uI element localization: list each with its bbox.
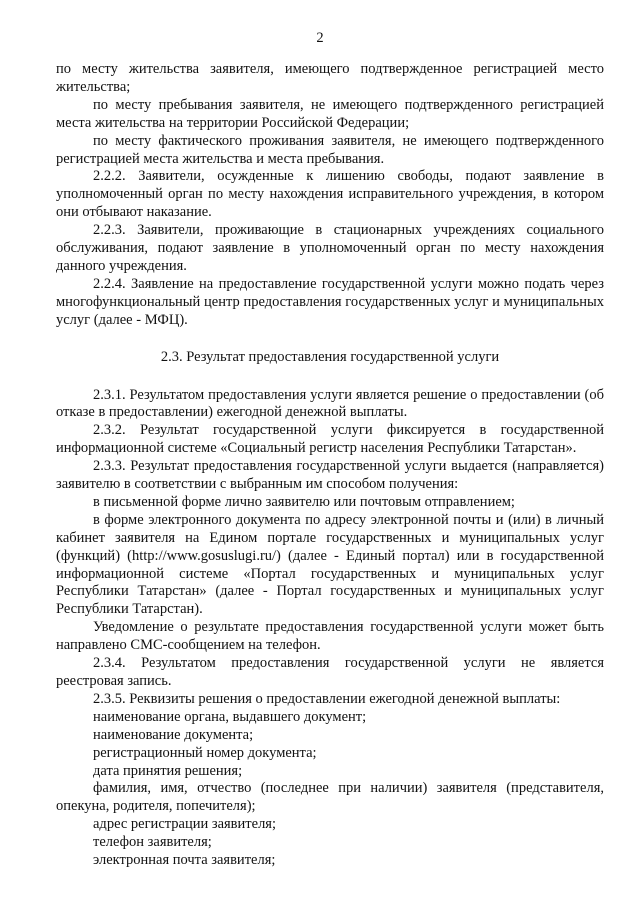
paragraph: в письменной форме лично заявителю или почтовым отправлением; (93, 493, 515, 510)
paragraph: 2.3.4. Результатом предоставления государственной услуги не является реестровая запись. (56, 655, 604, 689)
spacer (56, 367, 604, 387)
paragraph: Уведомление о результате предоставления государственной услуги может быть направлено СМС-сообщением на телефон. (56, 619, 604, 654)
page-number: 2 (316, 30, 324, 46)
paragraph: в форме электронного документа по адресу электронной почты и (или) в личный кабинет заявителя на Едином портале государственных и муниципальных услуг (функций) (http://www.gosuslugi.ru/) (далее - Единый портал) или в государственной информационной системе «Портал государственных и муниципальных услуг Республики Татарстан» (далее - Портал государственных и муниципальных услуг Республики Татарстан). (56, 511, 604, 618)
list-item: телефон заявителя; (93, 834, 212, 851)
section-heading: 2.3. Результат предоставления государственной услуги (160, 348, 500, 365)
paragraph: по месту фактического проживания заявителя, не имеющего подтвержденного регистрацией места жительства и места пребывания. (56, 132, 604, 167)
paragraph: по месту пребывания заявителя, не имеющего подтвержденного регистрацией места жительства на территории Российской Федерации; (56, 96, 604, 131)
list-item: адрес регистрации заявителя; (93, 816, 276, 833)
paragraph: 2.3.5. Реквизиты решения о предоставлении ежегодной денежной выплаты: (93, 690, 561, 707)
paragraph: 2.3.1. Результатом предоставления услуги является решение о предоставлении (об отказе в предоставлении) ежегодной денежной выплаты. (56, 386, 604, 421)
list-item: наименование документа; (93, 726, 254, 743)
paragraph: 2.2.4. Заявление на предоставление государственной услуги можно подать через многофункциональный центр предоставления государственных услуг и муниципальных услуг (далее - МФЦ). (56, 275, 604, 328)
document-body (56, 61, 604, 870)
paragraph: 2.3.3. Результат предоставления государственной услуги выдается (направляется) заявителю в соответствии с выбранным им способом получения: (56, 458, 604, 493)
paragraph: 2.2.3. Заявители, проживающие в стационарных учреждениях социального обслуживания, подают заявление в уполномоченный орган по месту нахождения данного учреждения. (56, 222, 604, 274)
paragraph: по месту жительства заявителя, имеющего подтвержденное регистрацией место жительства; (56, 61, 604, 95)
list-item: дата принятия решения; (93, 762, 243, 779)
list-item: регистрационный номер документа; (93, 744, 317, 761)
list-item: наименование органа, выдавшего документ; (93, 708, 367, 725)
paragraph: 2.3.2. Результат государственной услуги фиксируется в государственной информационной системе «Социальный регистр населения Республики Татарстан». (56, 422, 604, 457)
list-item: фамилия, имя, отчество (последнее при наличии) заявителя (представителя, опекуна, родителя, попечителя); (56, 780, 604, 815)
list-item: электронная почта заявителя; (93, 852, 276, 869)
spacer (56, 330, 604, 349)
paragraph: 2.2.2. Заявители, осужденные к лишению свободы, подают заявление в уполномоченный орган по месту нахождения исправительного учреждения, в котором они отбывают наказание. (56, 168, 604, 221)
